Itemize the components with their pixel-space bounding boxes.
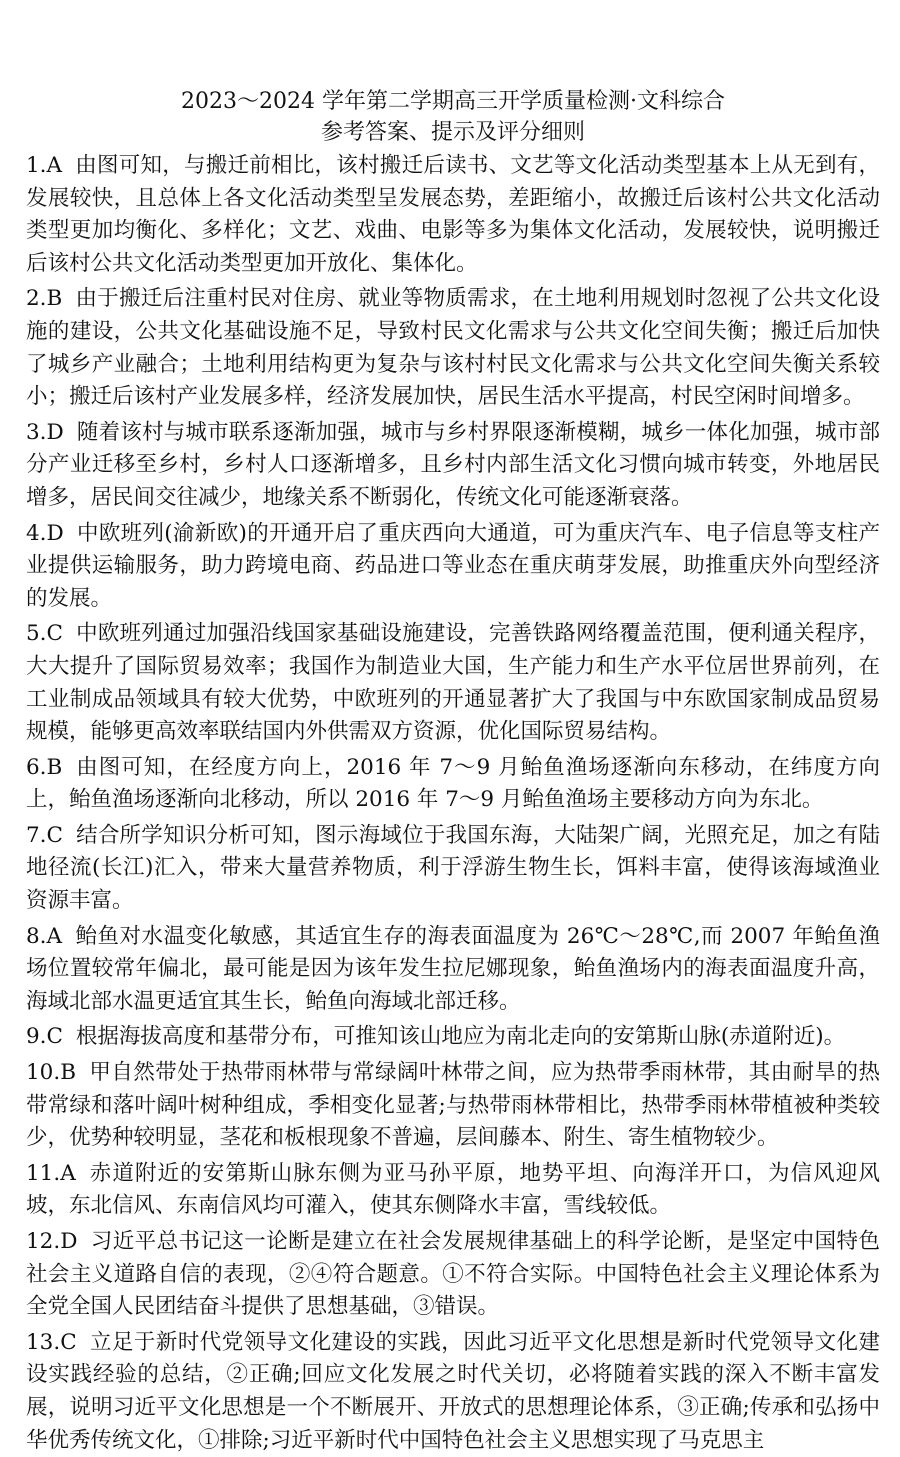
answer-text: 随着该村与城市联系逐渐加强，城市与乡村界限逐渐模糊，城乡一体化加强，城市部分产业迁移至乡村，乡村人口逐渐增多，且乡村内部生活文化习惯向城市转变，外地居民增多，居民间交往减少，地缘关系不断弱化，传统文化可能逐渐衰落。: [26, 419, 880, 510]
answer-item-7: [26, 820, 880, 918]
answer-item-5: [26, 618, 880, 748]
answer-label: 4.D: [26, 520, 64, 546]
answer-item-10: [26, 1057, 880, 1155]
answer-item-12: [26, 1226, 880, 1324]
answer-label: 12.D: [26, 1229, 78, 1254]
answer-label: 3.D: [26, 419, 64, 445]
answer-text: 鲐鱼对水温变化敏感，其适宜生存的海表面温度为 26℃～28℃,而 2007 年鲐鱼渔场位置较常年偏北，最可能是因为该年发生拉尼娜现象，鲐鱼渔场内的海表面温度升高，海域北部水温更适宜其生长，鲐鱼向海域北部迁移。: [26, 923, 880, 1014]
answer-label: 13.C: [26, 1329, 77, 1355]
answer-text: 由于搬迁后注重村民对住房、就业等物质需求，在土地利用规划时忽视了公共文化设施的建设，公共文化基础设施不足，导致村民文化需求与公共文化空间失衡；搬迁后加快了城乡产业融合；土地利用结构更为复杂与该村村民文化需求与公共文化空间失衡关系较小；搬迁后该村产业发展多样，经济发展加快，居民生活水平提高，村民空闲时间增多。: [26, 286, 880, 410]
answer-label: 1.A: [26, 153, 63, 178]
document-title: 2023～2024 学年第二学期高三开学质量检测·文科综合: [181, 89, 725, 114]
answer-text: 赤道附近的安第斯山脉东侧为亚马孙平原，地势平坦、向海洋开口，为信风迎风坡，东北信风、东南信风均可灌入，使其东侧降水丰富，雪线较低。: [26, 1160, 880, 1219]
answer-list: [26, 150, 880, 1457]
answer-label: 11.A: [26, 1160, 76, 1186]
answer-item-4: [26, 518, 880, 616]
answer-label: 10.B: [26, 1060, 76, 1086]
answer-item-6: [26, 752, 880, 817]
answer-item-11: [26, 1158, 880, 1223]
answer-label: 8.A: [26, 923, 63, 949]
answer-text: 由图可知，与搬迁前相比，该村搬迁后读书、文艺等文化活动类型基本上从无到有，发展较快，且总体上各文化活动类型呈发展态势，差距缩小，故搬迁后该村公共文化活动类型更加均衡化、多样化；文艺、戏曲、电影等多为集体文化活动，发展较快，说明搬迁后该村公共文化活动类型更加开放化、集体化。: [26, 153, 880, 276]
answer-label: 7.C: [26, 822, 63, 848]
answer-text: 由图可知，在经度方向上，2016 年 7～9 月鲐鱼渔场逐渐向东移动，在纬度方向上，鲐鱼渔场逐渐向北移动，所以 2016 年 7～9 月鲐鱼渔场主要移动方向为东北。: [26, 754, 880, 813]
answer-item-9: [26, 1021, 880, 1054]
answer-label: 2.B: [26, 286, 63, 312]
answer-label: 9.C: [26, 1024, 63, 1050]
document-subtitle: 参考答案、提示及评分细则: [320, 120, 585, 145]
answer-item-3: [26, 417, 880, 515]
answer-text: 习近平总书记这一论断是建立在社会发展规律基础上的科学论断，是坚定中国特色社会主义道路自信的表现，②④符合题意。①不符合实际。中国特色社会主义理论体系为全党全国人民团结奋斗提供了思想基础，③错误。: [26, 1229, 880, 1320]
answer-item-1: [26, 150, 880, 280]
answer-text: 甲自然带处于热带雨林带与常绿阔叶林带之间，应为热带季雨林带，其由耐旱的热带常绿和落叶阔叶树种组成，季相变化显著;与热带雨林带相比，热带季雨林带植被种类较少，优势种较明显，茎花和板根现象不普遍，层间藤本、附生、寄生植物较少。: [26, 1060, 880, 1151]
answer-text: 中欧班列通过加强沿线国家基础设施建设，完善铁路网络覆盖范围，便利通关程序，大大提升了国际贸易效率；我国作为制造业大国，生产能力和生产水平位居世界前列，在工业制成品领域具有较大优势，中欧班列的开通显著扩大了我国与中东欧国家制成品贸易规模，能够更高效率联结国内外供需双方资源，优化国际贸易结构。: [26, 621, 880, 745]
answer-text: 立足于新时代党领导文化建设的实践，因此习近平文化思想是新时代党领导文化建设实践经验的总结，②正确;回应文化发展之时代关切，必将随着实践的深入不断丰富发展，说明习近平文化思想是一个不断展开、开放式的思想理论体系，③正确;传承和弘扬中华优秀传统文化，①排除;习近平新时代中国特色社会主义思想实现了马克思主: [26, 1329, 880, 1453]
answer-item-13: [26, 1327, 880, 1457]
answer-label: 5.C: [26, 621, 63, 647]
answer-label: 6.B: [26, 754, 63, 780]
answer-item-8: [26, 921, 880, 1019]
answer-text: 中欧班列(渝新欧)的开通开启了重庆西向大通道，可为重庆汽车、电子信息等支柱产业提供运输服务，助力跨境电商、药品进口等业态在重庆萌芽发展，助推重庆外向型经济的发展。: [26, 520, 880, 611]
answer-item-2: [26, 283, 880, 413]
answer-text: 结合所学知识分析可知，图示海域位于我国东海，大陆架广阔，光照充足，加之有陆地径流(长江)汇入，带来大量营养物质，利于浮游生物生长，饵料丰富，使得该海域渔业资源丰富。: [26, 822, 880, 914]
answer-text: 根据海拔高度和基带分布，可推知该山地应为南北走向的安第斯山脉(赤道附近)。: [75, 1024, 846, 1050]
